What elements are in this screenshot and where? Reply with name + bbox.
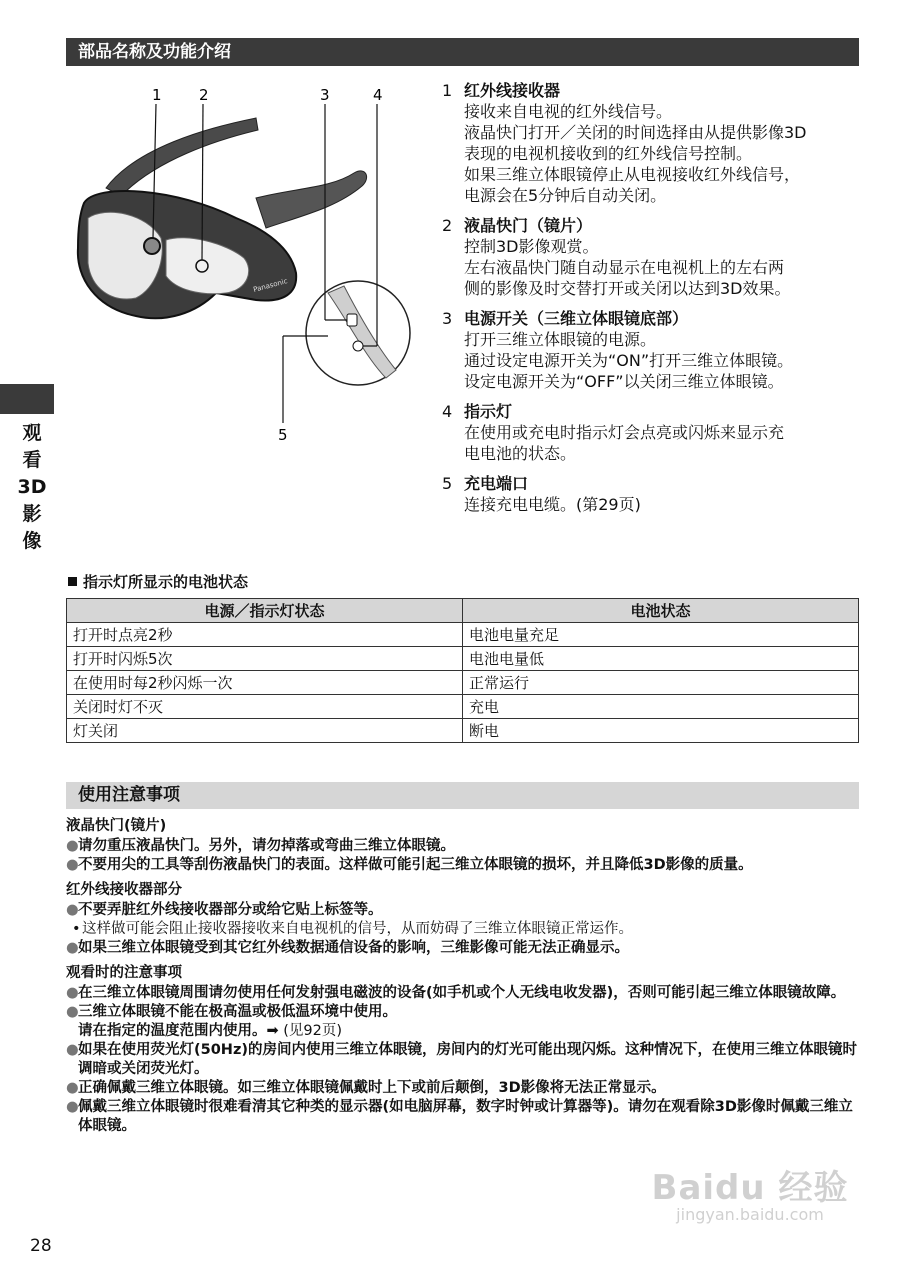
note-text: 不要用尖的工具等刮伤液晶快门的表面。这样做可能引起三维立体眼镜的损坏，并且降低3D影像的质量。 [78, 857, 753, 873]
watermark [640, 1160, 860, 1224]
callout-4: 4 [373, 86, 383, 104]
note-text: 请在指定的温度范围内使用。 [78, 1023, 267, 1039]
table-row [67, 623, 859, 647]
part-line: 在使用或充电时指示灯会点亮或闪烁来显示充 [464, 423, 785, 442]
part-number: 2 [442, 216, 453, 235]
table-row [67, 719, 859, 743]
note-text: 不要弄脏红外线接收器部分或给它贴上标签等。 [78, 902, 383, 918]
part-line: 打开三维立体眼镜的电源。 [464, 330, 657, 349]
column-header: 电池状态 [463, 599, 859, 623]
table-cell: 关闭时灯不灭 [67, 695, 463, 719]
table-cell: 电池电量低 [463, 647, 859, 671]
part-number: 4 [442, 402, 453, 421]
glasses-illustration [66, 78, 438, 458]
square-bullet-icon [68, 577, 77, 586]
power-switch [347, 314, 357, 326]
table-row [67, 647, 859, 671]
ir-receiver-marker [144, 238, 160, 254]
part-line: 表现的电视机接收到的红外线信号控制。 [464, 144, 753, 163]
precautions-list [66, 817, 866, 1136]
watermark-logo: Baidu 经验 [651, 1168, 849, 1208]
callout-1: 1 [152, 86, 162, 104]
table-cell: 充电 [463, 695, 859, 719]
part-item [442, 215, 882, 299]
part-number: 3 [442, 309, 453, 328]
part-line: 设定电源开关为“OFF”以关闭三维立体眼镜。 [464, 372, 784, 391]
callout-5: 5 [278, 426, 288, 444]
side-char: 3D [17, 476, 47, 498]
part-item [442, 401, 882, 464]
part-number: 1 [442, 81, 453, 100]
column-header: 电源／指示灯状态 [67, 599, 463, 623]
parts-list [442, 80, 882, 524]
part-title: 液晶快门（镜片） [464, 216, 593, 235]
note-item [66, 856, 866, 875]
table-cell: 断电 [463, 719, 859, 743]
part-line: 侧的影像及时交替打开或关闭以达到3D效果。 [464, 279, 791, 298]
note-item [66, 1003, 866, 1041]
note-item [66, 984, 866, 1003]
part-title: 红外线接收器 [464, 81, 561, 100]
note-text: 如果三维立体眼镜受到其它红外线数据通信设备的影响，三维影像可能无法正确显示。 [78, 940, 629, 956]
part-title: 充电端口 [464, 474, 529, 493]
part-item [442, 308, 882, 392]
bullet-icon: ● [66, 1004, 79, 1020]
part-line: 控制3D影像观赏。 [464, 237, 599, 256]
note-group-title: 红外线接收器部分 [66, 882, 182, 898]
table-row [67, 695, 859, 719]
table-cell: 电池电量充足 [463, 623, 859, 647]
part-number: 5 [442, 474, 453, 493]
part-line: 液晶快门打开／关闭的时间选择由从提供影像3D [464, 123, 807, 142]
brand-logo: Panasonic [252, 277, 289, 294]
bullet-icon: ● [66, 985, 79, 1001]
part-title: 电源开关（三维立体眼镜底部） [464, 309, 689, 328]
left-temple [106, 118, 258, 196]
table-cell: 正常运行 [463, 671, 859, 695]
note-text: 如果在使用荧光灯(50Hz)的房间内使用三维立体眼镜，房间内的灯光可能出现闪烁。这种情况下，在使用三维立体眼镜时调暗或关闭荧光灯。 [78, 1042, 858, 1077]
part-item [442, 473, 882, 515]
indicator-light [353, 341, 363, 351]
bullet-icon: ● [66, 857, 79, 873]
watermark-url: jingyan.baidu.com [676, 1205, 824, 1224]
battery-status-heading [68, 571, 248, 592]
part-line: 电源会在5分钟后自动关闭。 [464, 186, 667, 205]
table-header-row [67, 599, 859, 623]
right-temple [256, 171, 367, 228]
part-item [442, 80, 882, 206]
side-char: 观 [22, 422, 42, 444]
page-number: 28 [30, 1236, 52, 1256]
note-text: 正确佩戴三维立体眼镜。如三维立体眼镜佩戴时上下或前后颠倒，3D影像将无法正常显示。 [78, 1080, 666, 1096]
note-group-title: 观看时的注意事项 [66, 965, 182, 981]
note-text: 请勿重压液晶快门。另外，请勿掉落或弯曲三维立体眼镜。 [78, 838, 455, 854]
page-reference-link[interactable]: ➡ (见92页) [266, 1023, 343, 1039]
note-item [66, 837, 866, 856]
note-item [66, 1041, 866, 1079]
table-cell: 灯关闭 [67, 719, 463, 743]
battery-status-table [66, 598, 859, 743]
note-text: 佩戴三维立体眼镜时很难看清其它种类的显示器(如电脑屏幕，数字时钟或计算器等)。请勿在观看除3D影像时佩戴三维立体眼镜。 [78, 1099, 853, 1134]
table-cell: 在使用时每2秒闪烁一次 [67, 671, 463, 695]
note-item [66, 1079, 866, 1098]
part-line: 电电池的状态。 [464, 444, 577, 463]
note-group-title: 液晶快门(镜片) [66, 818, 167, 834]
side-char: 像 [22, 530, 42, 552]
bullet-icon: ● [66, 838, 79, 854]
note-text: 这样做可能会阻止接收器接收来自电视机的信号，从而妨碍了三维立体眼镜正常运作。 [82, 921, 633, 937]
note-item [66, 1098, 866, 1136]
part-title: 指示灯 [464, 402, 513, 421]
part-line: 接收来自电视的红外线信号。 [464, 102, 673, 121]
note-text: 三维立体眼镜不能在极高温或极低温环境中使用。 [78, 1004, 397, 1020]
section-title-parts: 部品名称及功能介绍 [66, 38, 859, 66]
side-char: 看 [22, 449, 42, 471]
battery-status-title: 指示灯所显示的电池状态 [83, 573, 249, 591]
part-line: 左右液晶快门随自动显示在电视机上的左右两 [464, 258, 785, 277]
note-text: 在三维立体眼镜周围请勿使用任何发射强电磁波的设备(如手机或个人无线电收发器)，否则可能引起三维立体眼镜故障。 [78, 985, 846, 1001]
side-char: 影 [22, 503, 42, 525]
note-subitem [66, 920, 866, 939]
note-item [66, 901, 866, 920]
side-tab-marker [0, 384, 54, 414]
bullet-icon: ● [66, 1099, 79, 1115]
callout-2: 2 [199, 86, 209, 104]
section-title-precautions: 使用注意事项 [66, 782, 859, 809]
side-chapter-label [12, 420, 52, 555]
note-item [66, 939, 866, 958]
table-cell: 打开时闪烁5次 [67, 647, 463, 671]
bullet-icon: ● [66, 1080, 79, 1096]
callout-3: 3 [320, 86, 330, 104]
table-cell: 打开时点亮2秒 [67, 623, 463, 647]
bullet-icon: ● [66, 902, 79, 918]
part-line: 通过设定电源开关为“ON”打开三维立体眼镜。 [464, 351, 794, 370]
sub-bullet-icon: • [72, 921, 81, 937]
part-line: 如果三维立体眼镜停止从电视接收红外线信号， [464, 165, 801, 184]
part-line: 连接充电电缆。(第29页) [464, 495, 641, 514]
table-row [67, 671, 859, 695]
bullet-icon: ● [66, 940, 79, 956]
bullet-icon: ● [66, 1042, 79, 1058]
